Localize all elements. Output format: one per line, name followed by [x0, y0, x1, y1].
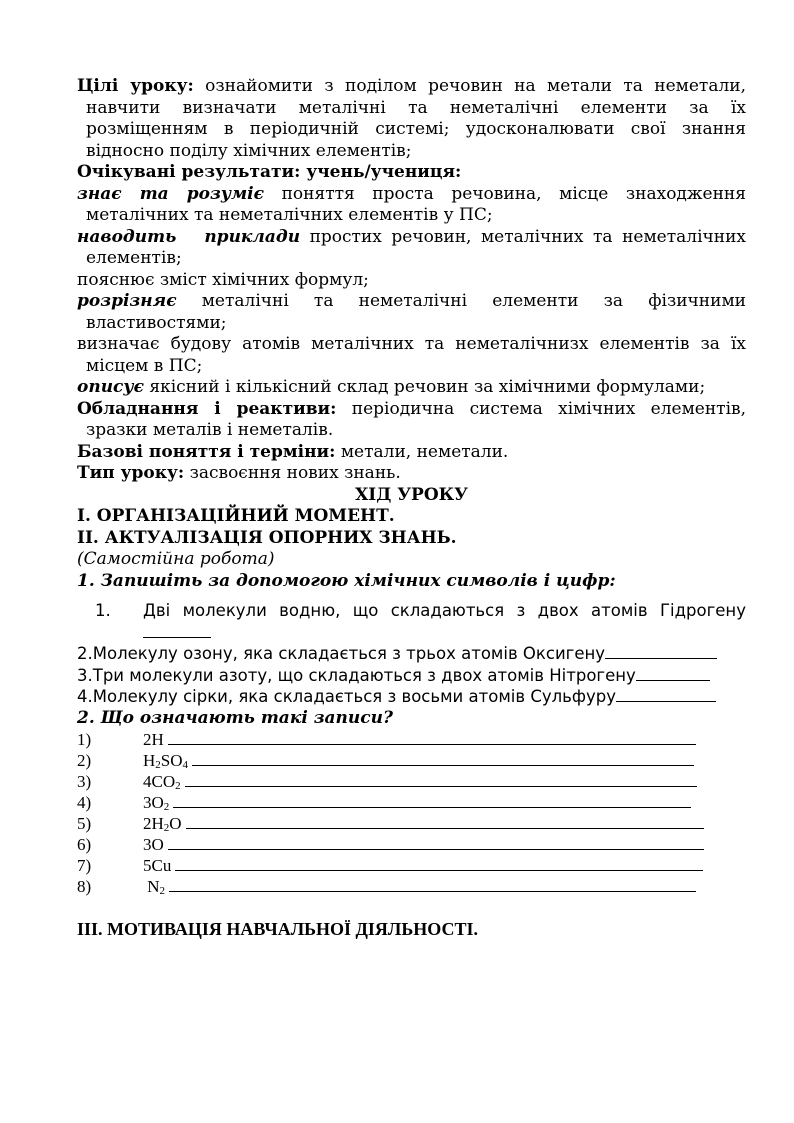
answer-line[interactable]	[185, 771, 697, 787]
answer-line[interactable]	[192, 750, 694, 766]
task1-item: 2.Молекулу озону, яка складається з трьох атомів Оксигену	[77, 643, 746, 665]
result-item: знає та розуміє поняття проста речовина, місце знаходження металічних та неметалічних елементів у ПС;	[77, 183, 746, 225]
task2-item: 5) $2H_2O$	[77, 813, 746, 834]
equipment: Обладнання і реактиви: періодична система хімічних елементів, зразки металів і неметалів.	[77, 398, 746, 440]
independent-work-note: (Самостійна робота)	[77, 549, 275, 569]
task1-item: 4.Молекулу сірки, яка складається з восьми атомів Сульфуру	[77, 686, 746, 708]
answer-line[interactable]	[169, 876, 696, 892]
task1-item: 3.Три молекули азоту, що складаються з двох атомів Нітрогену	[77, 665, 746, 687]
expected-results-heading: Очікувані результати: учень/учениця:	[77, 162, 462, 182]
answer-line[interactable]	[186, 813, 704, 829]
task2-item: 3) $4CO_2$	[77, 771, 746, 792]
result-item: пояснює зміст хімічних формул;	[77, 269, 369, 290]
task2-item: 7) 5Cu	[77, 855, 746, 876]
answer-blank[interactable]	[616, 687, 716, 702]
goals-label: Цілі уроку:	[77, 76, 194, 96]
result-item: визначає будову атомів металічних та неметалічнизх елементів за їх місцем в ПС;	[77, 334, 746, 376]
task1-title: 1. Запишіть за допомогою хімічних символів і цифр:	[77, 570, 616, 591]
lesson-type: Тип уроку: засвоєння нових знань.	[77, 463, 401, 483]
task2-item: 4) $3O_2$	[77, 792, 746, 813]
answer-blank[interactable]	[605, 644, 717, 659]
task2-item: 2) $H_2SO_4$	[77, 750, 746, 771]
document-page	[77, 76, 746, 941]
answer-line[interactable]	[173, 792, 691, 808]
section-motivation: ІІІ. МОТИВАЦІЯ НАВЧАЛЬНОЇ ДІЯЛЬНОСТІ.	[77, 919, 478, 939]
answer-line[interactable]	[168, 729, 696, 745]
answer-blank[interactable]	[636, 666, 710, 681]
answer-line[interactable]	[175, 855, 703, 871]
goals-text: ознайомити з поділом речовин на метали та неметали, навчити визначати металічні та неметалічні елементи за їх розміщенням в періодичній системі; удосконалювати свої знання відносно поділу хімічних елементів;	[86, 76, 747, 161]
task2-item: 1) 2H	[77, 729, 746, 750]
task1-item: 1. Дві молекули водню, що складаються з двох атомів Гідрогену	[77, 600, 746, 643]
answer-blank[interactable]	[143, 623, 211, 638]
task2-item: 6) 3O	[77, 834, 746, 855]
result-item: описує якісний і кількісний склад речовин за хімічними формулами;	[77, 377, 706, 397]
result-item: наводить приклади простих речовин, металічних та неметалічних елементів;	[77, 226, 747, 268]
section-actualization: ІІ. АКТУАЛІЗАЦІЯ ОПОРНИХ ЗНАНЬ.	[77, 527, 457, 548]
task2-item: 8) $N_2$	[77, 876, 746, 897]
result-item: розрізняє металічні та неметалічні елементи за фізичними властивостями;	[77, 291, 746, 333]
lesson-goals	[77, 76, 746, 162]
task2-title: 2. Що означають такі записи?	[77, 707, 393, 728]
lesson-course-title: ХІД УРОКУ	[355, 484, 468, 505]
section-organizational: І. ОРГАНІЗАЦІЙНИЙ МОМЕНТ.	[77, 506, 395, 526]
answer-line[interactable]	[168, 834, 704, 850]
basic-terms: Базові поняття і терміни: метали, неметали.	[77, 441, 509, 462]
